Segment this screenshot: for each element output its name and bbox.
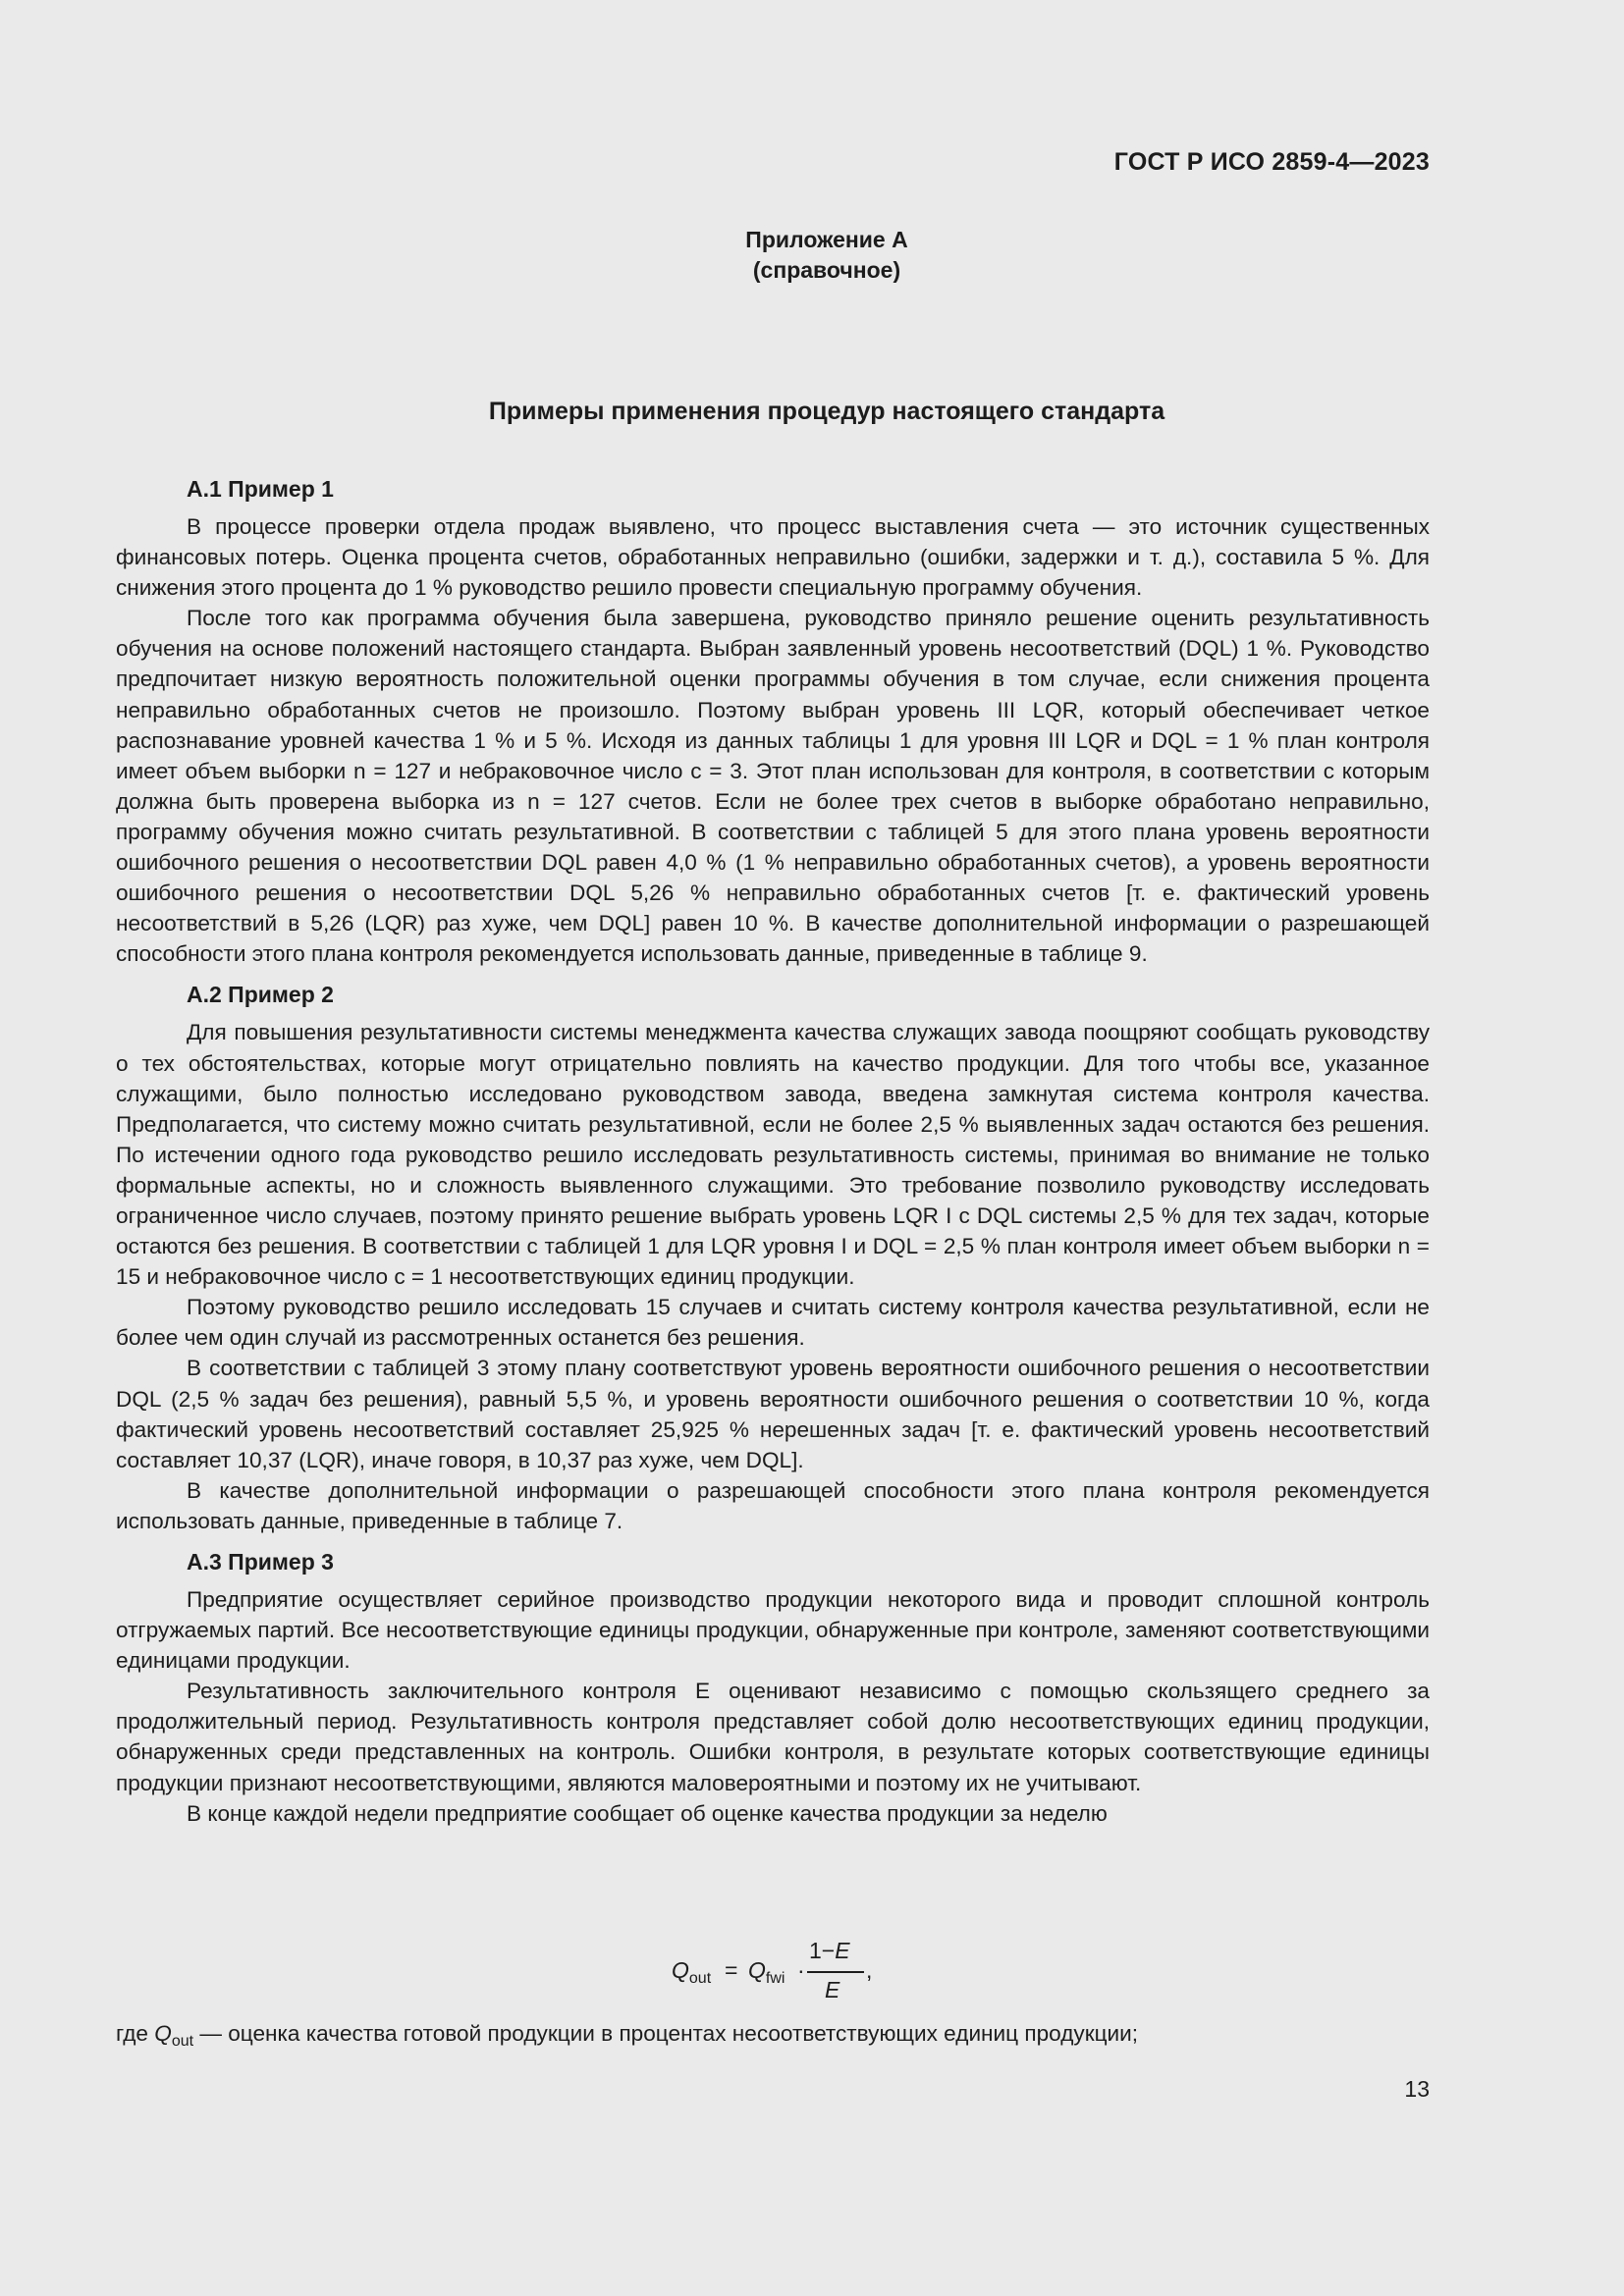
paragraph: В качестве дополнительной информации о разрешающей способности этого плана контроля рекомендуется использовать данные, приведенные в таблице 7. [116,1477,1430,1533]
document-body [116,474,1430,1829]
paragraph: Поэтому руководство решило исследовать 15 случаев и считать систему контроля качества результативной, если не более чем один случай из рассмотренных останется без решения. [116,1295,1430,1351]
section-heading-a3: А.3 Пример 3 [187,1549,334,1575]
formula-comma: , [866,1957,873,1983]
formula-lhs: $Q_{out}$ [672,1957,712,1987]
paragraph: Предприятие осуществляет серийное производство продукции некоторого вида и проводит сплошной контроль отгружаемых партий. Все несоответствующие единицы продукции, обнаруженные при контроле, заменяют соответствующими единицами продукции. [116,1587,1430,1674]
paragraph: После того как программа обучения была завершена, руководство приняло решение оценить результативность обучения на основе положений настоящего стандарта. Выбран заявленный уровень несоответствий (DQL) 1 %. Руководство предпочитает низкую вероятность положительной оценки программы обучения в том случае, если снижения процента неправильно обработанных счетов не произошло. Поэтому выбран уровень III LQR, который обеспечивает четкое распознавание уровней качества 1 % и 5 %. Исходя из данных таблицы 1 для уровня III LQR и DQL = 1 % план контроля имеет объем выборки n = 127 и небраковочное число c = 3. Этот план использован для контроля, в соответствии с которым должна быть проверена выборка из n = 127 счетов. Если не более трех счетов в выборке обработано неправильно, программу обучения можно считать результативной. В соответствии с таблицей 5 для этого плана уровень вероятности ошибочного решения о несоответствии DQL равен 4,0 % (1 % неправильно обработанных счетов), а уровень вероятности ошибочного решения о несоответствии DQL 5,26 % неправильно обработанных счетов [т. е. фактический уровень несоответствий в 5,26 (LQR) раз хуже, чем DQL] равен 10 %. В качестве дополнительной информации о разрешающей способности этого плана контроля рекомендуется использовать данные, приведенные в таблице 9. [116,606,1430,967]
formula-numerator: 1−E [809,1938,850,1963]
paragraph: В процессе проверки отдела продаж выявлено, что процесс выставления счета — это источник существенных финансовых потерь. Оценка процента счетов, обработанных неправильно (ошибки, задержки и т. д.), составила 5 %. Для снижения этого процента до 1 % руководство решило провести специальную программу обучения. [116,514,1430,601]
fraction-bar [807,1971,864,1973]
where-definition: где $Q_{out}$ — оценка качества готовой продукции в процентах несоответствующих единиц продукции; [116,2021,1139,2050]
annex-title: Приложение А [745,227,908,252]
paragraph: В конце каждой недели предприятие сообщает об оценке качества продукции за неделю [187,1800,1108,1826]
standard-code: ГОСТ Р ИСО 2859-4—2023 [1113,148,1430,176]
section-heading-a1: А.1 Пример 1 [187,476,334,502]
formula-dot: · [797,1957,805,1983]
formula-qout [672,1936,907,2014]
formula-rhs: $Q_{fwi}$ [748,1957,785,1987]
formula-denominator: E [825,1977,840,2002]
page-number: 13 [1404,2076,1430,2102]
formula-equals: = [725,1957,738,1983]
paragraph: Результативность заключительного контроля E оценивают независимо с помощью скользящего среднего за продолжительный период. Результативность контроля представляет собой долю несоответствующих единиц продукции, обнаруженных среди представленных на контроль. Ошибки контроля, в результате которых соответствующие единицы продукции признают несоответствующими, являются маловероятными и поэтому их не учитывают. [116,1679,1431,1795]
annex-heading [29,225,1624,286]
annex-kind: (справочное) [752,257,901,283]
paragraph: Для повышения результативности системы менеджмента качества служащих завода поощряют сообщать руководству о тех обстоятельствах, которые могут отрицательно повлиять на качество продукции. Для того чтобы все, указанное служащими, было полностью исследовано руководством завода, введена замкнутая система контроля качества. Предполагается, что систему можно считать результативной, если не более 2,5 % выявленных задач остаются без решения. По истечении одного года руководство решило исследовать результативность системы, принимая во внимание не только формальные аспекты, но и сложность выявленного служащими. Это требование позволило руководству исследовать ограниченное число случаев, поэтому принято решение выбрать уровень LQR I с DQL системы 2,5 % для тех задач, которые остаются без решения. В соответствии с таблицей 1 для LQR уровня I и DQL = 2,5 % план контроля имеет объем выборки n = 15 и небраковочное число c = 1 несоответствующих единиц продукции. [116,1020,1430,1290]
main-title: Примеры применения процедур настоящего стандарта [488,398,1165,425]
section-heading-a2: А.2 Пример 2 [187,982,334,1008]
paragraph: В соответствии с таблицей 3 этому плану соответствуют уровень вероятности ошибочного решения о несоответствии DQL (2,5 % задач без решения), равный 5,5 %, и уровень вероятности ошибочного решения о соответствии 10 %, когда фактический уровень несоответствий составляет 25,925 % нерешенных задач [т. е. фактический уровень несоответствий составляет 10,37 (LQR), иначе говоря, в 10,37 раз хуже, чем DQL]. [116,1356,1430,1472]
